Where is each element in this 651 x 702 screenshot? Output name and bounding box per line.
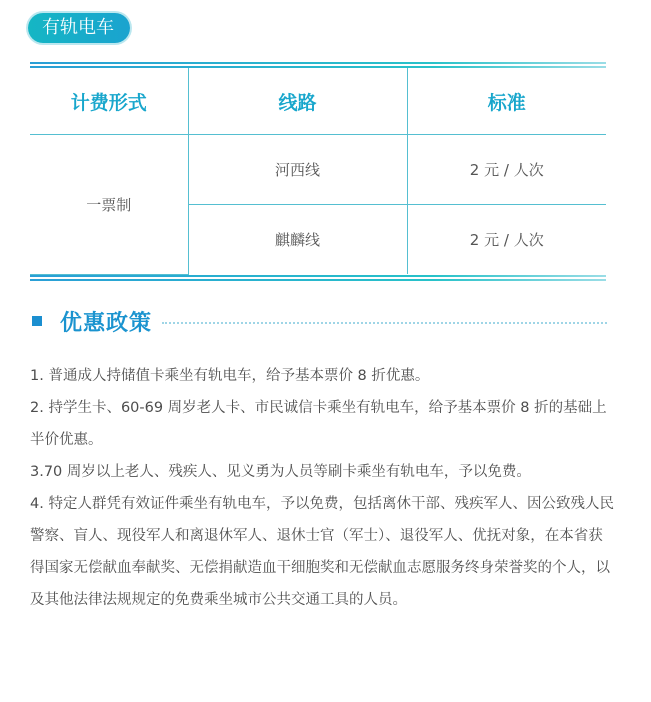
- policy-item: 4. 特定人群凭有效证件乘坐有轨电车，予以免费，包括离休干部、残疾军人、因公致残人民警察、盲人、现役军人和离退休军人、退休士官（军士）、退役军人、优抚对象，在本省获得国家无偿献血奉献奖、无偿捐献造血干细胞奖和无偿献血志愿服务终身荣誉奖的个人，以及其他法律法规规定的免费乘坐城市公共交通工具的人员。: [30, 496, 614, 608]
- price-cell: 2 元 / 人次: [407, 135, 606, 205]
- header-route: 线路: [188, 68, 407, 135]
- table-bottom-rule: [30, 275, 606, 281]
- price-cell: 2 元 / 人次: [469, 231, 544, 249]
- policy-list: [30, 360, 615, 616]
- route-cell: 麒麟线: [188, 205, 407, 275]
- route-cell: 河西线: [188, 135, 407, 205]
- square-bullet-icon: [32, 316, 42, 326]
- billing-cell: 一票制: [30, 135, 188, 275]
- policy-item: 3.70 周岁以上老人、残疾人、见义勇为人员等刷卡乘坐有轨电车，予以免费。: [30, 464, 531, 480]
- dotted-divider: [162, 322, 607, 324]
- category-badge: 有轨电车: [28, 13, 130, 43]
- header-billing: 计费形式: [30, 68, 188, 135]
- table-header-row: [30, 68, 606, 135]
- fare-table: [30, 62, 606, 281]
- section-title: 优惠政策: [60, 310, 153, 336]
- policy-item: 1. 普通成人持储值卡乘坐有轨电车，给予基本票价 8 折优惠。: [30, 368, 430, 384]
- header-standard: 标准: [407, 68, 606, 135]
- table-top-rule: [30, 62, 606, 68]
- table-row: [30, 135, 606, 205]
- section-header: [30, 306, 607, 336]
- policy-item: 2. 持学生卡、60-69 周岁老人卡、市民诚信卡乘坐有轨电车，给予基本票价 8 折的基础上半价优惠。: [30, 400, 607, 448]
